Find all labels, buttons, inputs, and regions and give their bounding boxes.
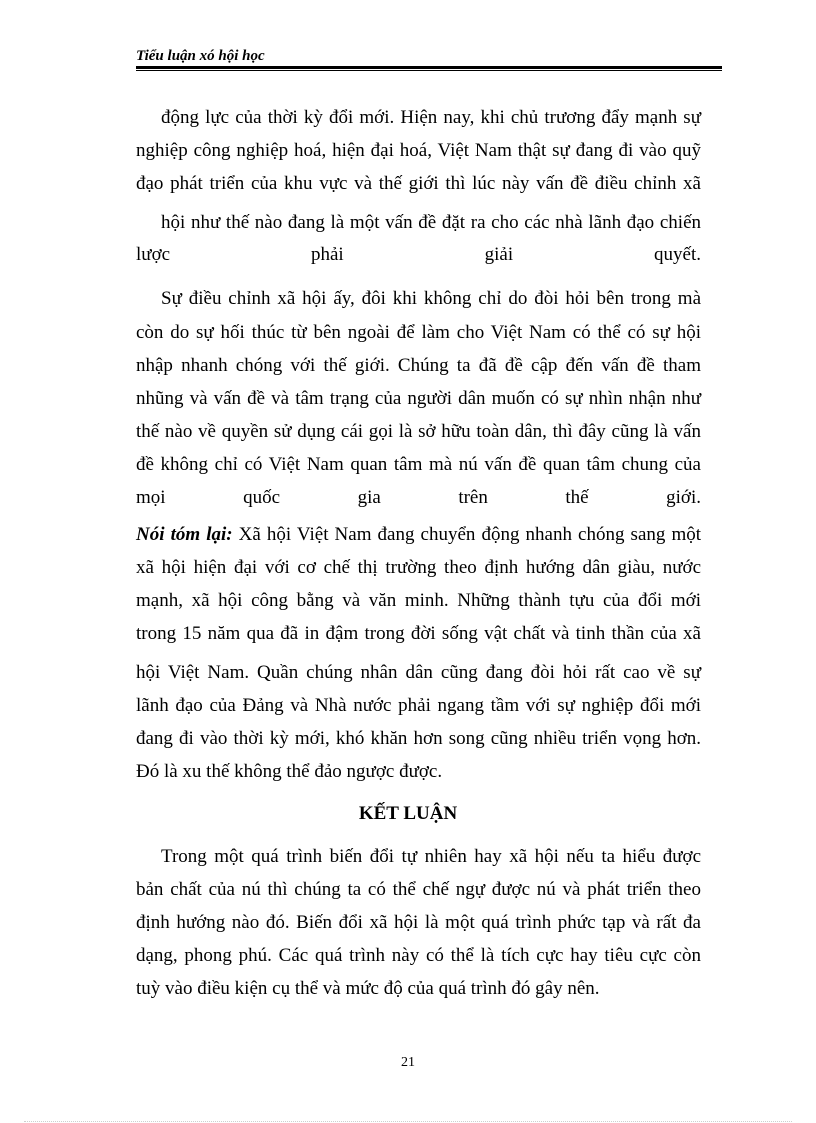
text-line: lược phải giải quyết. — [136, 244, 701, 265]
header-rule-thick — [136, 66, 722, 69]
text-line: nghiệp công nghiệp hoá, hiện đại hoá, Việt Nam thật sự đang đi vào quỹ — [136, 140, 701, 161]
summary-lead: Nói tóm lại: — [136, 524, 233, 545]
text-line: tuỳ vào điều kiện cụ thể và mức độ của quá trình đó gây nên. — [136, 978, 600, 999]
header-rule-thin — [136, 70, 722, 71]
page-edge-divider — [24, 1121, 792, 1122]
text-line: lãnh đạo của Đảng và Nhà nước phải ngang tầm với sự nghiệp đổi mới — [136, 695, 701, 716]
text-line: dạng, phong phú. Các quá trình này có thể là tích cực hay tiêu cực còn — [136, 945, 701, 966]
text-line: Sự điều chỉnh xã hội ấy, đôi khi không chỉ do đòi hỏi bên trong mà — [161, 288, 701, 309]
text-line: động lực của thời kỳ đổi mới. Hiện nay, khi chủ trương đẩy mạnh sự — [161, 107, 701, 128]
text-line: định hướng nào đó. Biến đổi xã hội là một quá trình phức tạp và rất đa — [136, 912, 701, 933]
text-line: thế nào về quyền sử dụng cái gọi là sở hữu toàn dân, thì đây cũng là vấn — [136, 421, 701, 442]
text-line: đề không chỉ có Việt Nam quan tâm mà nú vấn đề quan tâm chung của — [136, 454, 701, 475]
text-line: đạo phát triển của khu vực và thế giới thì lúc này vấn đề điều chỉnh xã — [136, 173, 701, 194]
text-line: mọi quốc gia trên thế giới. — [136, 487, 701, 508]
text-line: xã hội hiện đại với cơ chế thị trường theo định hướng dân giàu, nước — [136, 557, 701, 578]
text-line: Trong một quá trình biến đổi tự nhiên hay xã hội nếu ta hiểu được — [161, 846, 701, 867]
text-line: hội Việt Nam. Quần chúng nhân dân cũng đang đòi hỏi rất cao về sự — [136, 662, 701, 683]
text-line: bản chất của nú thì chúng ta có thể chế ngự được nú và phát triển theo — [136, 879, 701, 900]
text-line: trong 15 năm qua đã in đậm trong đời sống vật chất và tinh thần của xã — [136, 623, 701, 644]
text-line: nhũng và vấn đề và tâm trạng của người dân muốn có sự nhìn nhận như — [136, 388, 701, 409]
text-line: đang đi vào thời kỳ mới, khó khăn hơn song cũng nhiều triển vọng hơn. — [136, 728, 701, 749]
text-line: còn do sự hối thúc từ bên ngoài để làm cho Việt Nam có thể có sự hội — [136, 322, 701, 343]
text-line: Đó là xu thế không thể đảo ngược được. — [136, 761, 443, 782]
page-number: 21 — [401, 1055, 415, 1070]
text-line: hội như thế nào đang là một vấn đề đặt ra cho các nhà lãnh đạo chiến — [161, 212, 701, 233]
conclusion-heading: KẾT LUẬN — [358, 803, 458, 824]
header-title: Tiểu luận xó hội học — [136, 48, 265, 64]
summary-first-line — [136, 524, 701, 546]
summary-first-line-text: Xã hội Việt Nam đang chuyển động nhanh chóng sang một — [238, 524, 702, 545]
text-line: mạnh, xã hội công bằng và văn minh. Những thành tựu của đổi mới — [136, 590, 701, 611]
text-line: nhập nhanh chóng với thế giới. Chúng ta đã đề cập đến vấn đề tham — [136, 355, 701, 376]
